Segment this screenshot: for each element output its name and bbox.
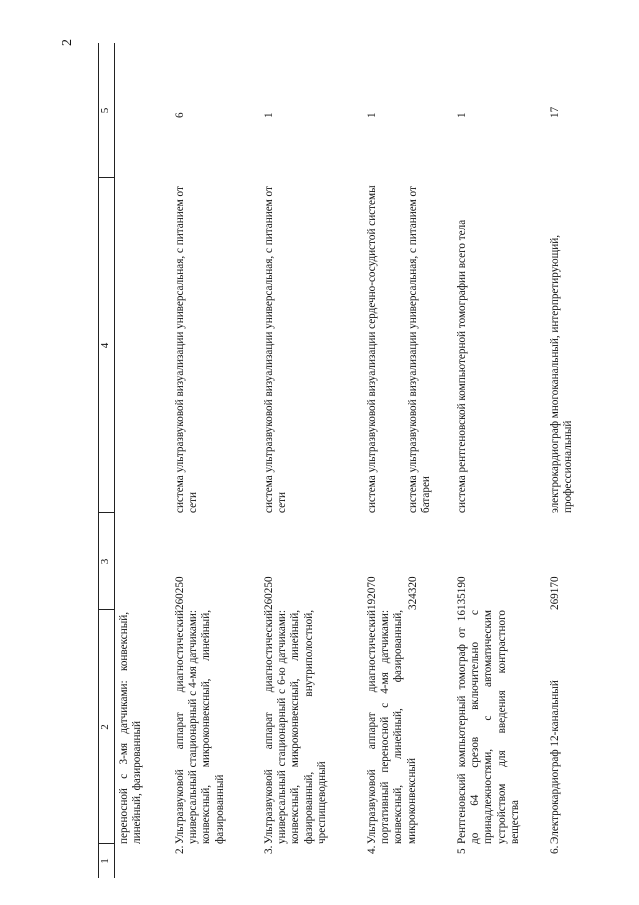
row-4-quantity: 1 [366,112,378,118]
rotated-page [98,43,575,878]
row-3-quantity: 1 [263,112,275,118]
row-5-number: 5 [456,848,468,854]
row-3-name: Ультразвуковой аппарат диагностический универсальный стационарный с 6-ю датчиками: конвексный, микроконвексный, линейный, фазированный, внутриполостной, чреспищеводный [263,610,328,844]
page-number: 2 [60,39,75,46]
header-col-1: 1 [99,858,111,864]
row-5-quantity: 1 [456,112,468,118]
row-continued-name: переносной с 3-мя датчиками: конвексный, линейный, фазированный [118,612,144,844]
row-2-name: Ультразвуковой аппарат диагностический универсальный стационарный с 4-мя датчиками: конвексный, микроконвексный, линейный, фазированный [174,610,226,844]
row-6-description: электрокардиограф многоканальный, интерпретирующий, профессиональный [549,234,575,513]
row-4-number: 4. [366,845,378,854]
row-2-code: 260250 [174,576,186,610]
row-3-description: система ультразвуковой визуализации универсальная, с питанием от сети [263,186,289,513]
row-5-name: Рентгеновский компьютерный томограф от 16 до 64 срезов включительно с принадлежностями, с автоматическим устройством для введения контрастного вещества [456,610,521,844]
row-2-description: система ультразвуковой визуализации универсальная, с питанием от сети [174,186,200,513]
row-6-code: 269170 [549,576,561,610]
row-4-name: Ультразвуковой аппарат диагностический портативный переносной с 4-мя датчиками: конвексный, линейный, фазированный, микроконвексный [366,610,418,844]
header-col-4: 4 [99,342,111,349]
header-col-3: 3 [99,558,111,565]
row-3-number: 3. [263,845,275,854]
row-6-quantity: 17 [549,106,561,118]
row-6-number: 6. [549,845,561,854]
row-4-description-2: система ультразвуковой визуализации универсальная, с питанием от батареи [407,186,433,513]
row-3-code: 260250 [263,576,275,610]
row-2-number: 2. [174,845,186,854]
row-4-description: система ультразвуковой визуализации сердечно-сосудистой системы [366,185,378,513]
header-col-2: 2 [99,724,111,730]
equipment-table [98,43,575,878]
row-5-code: 135190 [456,576,468,610]
row-4-code: 192070 [366,576,378,610]
row-6-name: Электрокардиограф 12-канальный [549,680,561,844]
row-4-code-2: 324320 [407,576,419,610]
header-bottom-rule [114,43,115,878]
row-2-quantity: 6 [174,112,186,118]
header-col-5: 5 [99,107,111,114]
row-5-description: система рентгеновской компьютерной томографии всего тела [456,219,468,513]
